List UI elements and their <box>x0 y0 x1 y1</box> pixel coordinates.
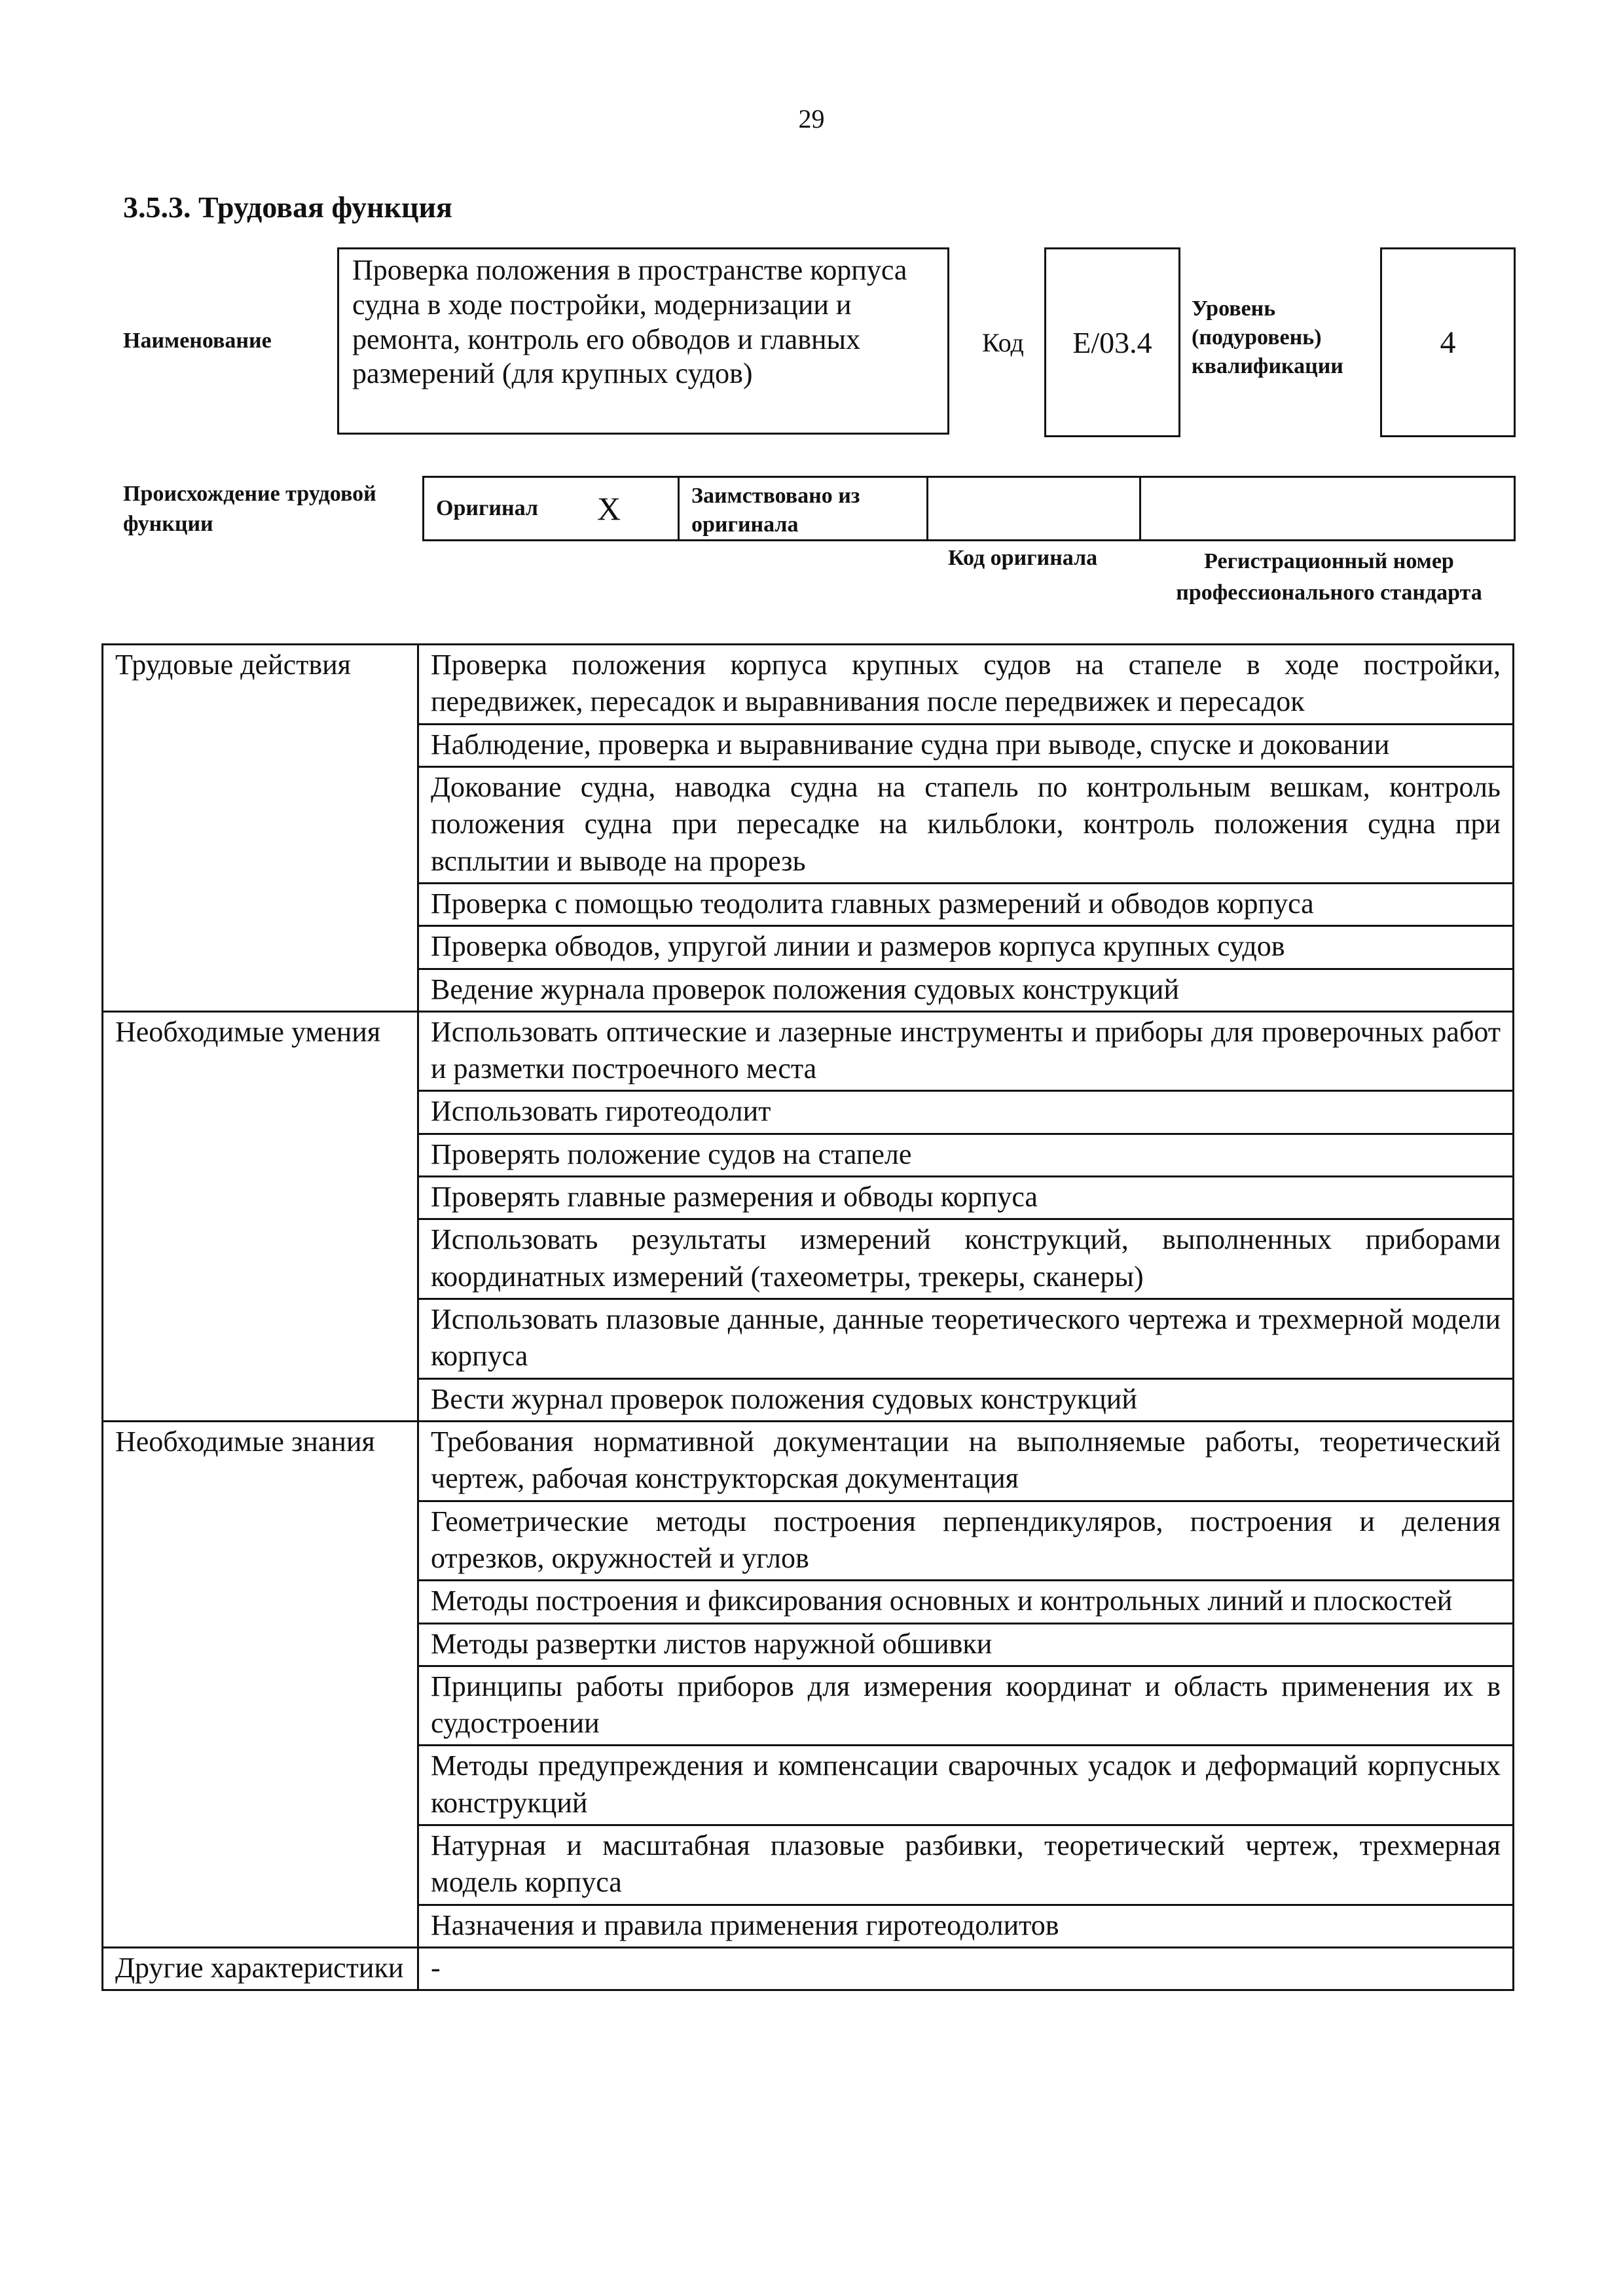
category-cell: Необходимые знания <box>103 1421 418 1947</box>
item-cell: Проверка с помощью теодолита главных размерений и обводов корпуса <box>418 883 1514 925</box>
reg-number-cell <box>1141 478 1514 539</box>
category-cell: Трудовые действия <box>103 645 418 1012</box>
item-cell: Использовать оптические и лазерные инструменты и приборы для проверочных работ и разметки построечного места <box>418 1011 1514 1091</box>
item-cell: Проверять главные размерения и обводы корпуса <box>418 1177 1514 1219</box>
level-box: 4 <box>1380 247 1516 437</box>
code-box: E/03.4 <box>1044 247 1180 437</box>
borrowed-label: Заимствовано из оригинала <box>680 478 928 539</box>
table-row <box>103 1011 1514 1091</box>
code-label: Код <box>982 328 1024 357</box>
item-cell: - <box>418 1948 1514 1990</box>
reg-number-caption: Регистрационный номер профессионального стандарта <box>1176 549 1482 605</box>
section-title: 3.5.3. Трудовая функция <box>123 190 452 224</box>
table-row <box>103 1421 1514 1501</box>
function-table <box>101 643 1514 1991</box>
page-number: 29 <box>798 104 825 134</box>
original-mark: X <box>596 490 621 527</box>
item-cell: Использовать плазовые данные, данные теоретического чертежа и трехмерной модели корпуса <box>418 1299 1514 1379</box>
name-label: Наименование <box>123 329 272 353</box>
category-cell: Другие характеристики <box>103 1948 418 1990</box>
original-code-caption: Код оригинала <box>948 546 1098 570</box>
function-name-box: Проверка положения в пространстве корпуса судна в ходе постройки, модернизации и ремонта, контроль его обводов и главных размерений (для крупных судов) <box>337 247 949 435</box>
item-cell: Проверять положение судов на стапеле <box>418 1134 1514 1176</box>
category-cell: Необходимые умения <box>103 1011 418 1421</box>
item-cell: Ведение журнала проверок положения судовых конструкций <box>418 969 1514 1011</box>
item-cell: Проверка положения корпуса крупных судов на стапеле в ходе постройки, передвижек, пересадок и выравнивания после передвижек и пересадок <box>418 645 1514 725</box>
item-cell: Принципы работы приборов для измерения координат и область применения их в судостроении <box>418 1666 1514 1746</box>
item-cell: Методы развертки листов наружной обшивки <box>418 1623 1514 1666</box>
item-cell: Геометрические методы построения перпендикуляров, построения и деления отрезков, окружностей и углов <box>418 1501 1514 1581</box>
level-label: Уровень (подуровень) квалификации <box>1192 296 1343 379</box>
table-row <box>103 645 1514 725</box>
item-cell: Наблюдение, проверка и выравнивание судна при выводе, спуске и доковании <box>418 724 1514 766</box>
original-label: Оригинал <box>436 496 538 520</box>
item-cell: Требования нормативной документации на выполняемые работы, теоретический чертеж, рабочая конструкторская документация <box>418 1421 1514 1501</box>
item-cell: Проверка обводов, упругой линии и размеров корпуса крупных судов <box>418 926 1514 969</box>
item-cell: Использовать результаты измерений конструкций, выполненных приборами координатных измерений (тахеометры, трекеры, сканеры) <box>418 1219 1514 1299</box>
item-cell: Использовать гиротеодолит <box>418 1091 1514 1134</box>
item-cell: Вести журнал проверок положения судовых конструкций <box>418 1378 1514 1421</box>
item-cell: Методы предупреждения и компенсации сварочных усадок и деформаций корпусных конструкций <box>418 1746 1514 1825</box>
item-cell: Натурная и масштабная плазовые разбивки, теоретический чертеж, трехмерная модель корпуса <box>418 1825 1514 1905</box>
item-cell: Назначения и правила применения гиротеодолитов <box>418 1905 1514 1947</box>
origin-row <box>422 476 1516 541</box>
origin-original-cell <box>424 478 680 539</box>
table-row <box>103 1948 1514 1990</box>
item-cell: Докование судна, наводка судна на стапель по контрольным вешкам, контроль положения судна при пересадке на кильблоки, контроль положения судна при всплытии и выводе на прорезь <box>418 766 1514 883</box>
original-code-cell <box>928 478 1141 539</box>
item-cell: Методы построения и фиксирования основных и контрольных линий и плоскостей <box>418 1581 1514 1623</box>
origin-label: Происхождение трудовой функции <box>123 482 376 536</box>
